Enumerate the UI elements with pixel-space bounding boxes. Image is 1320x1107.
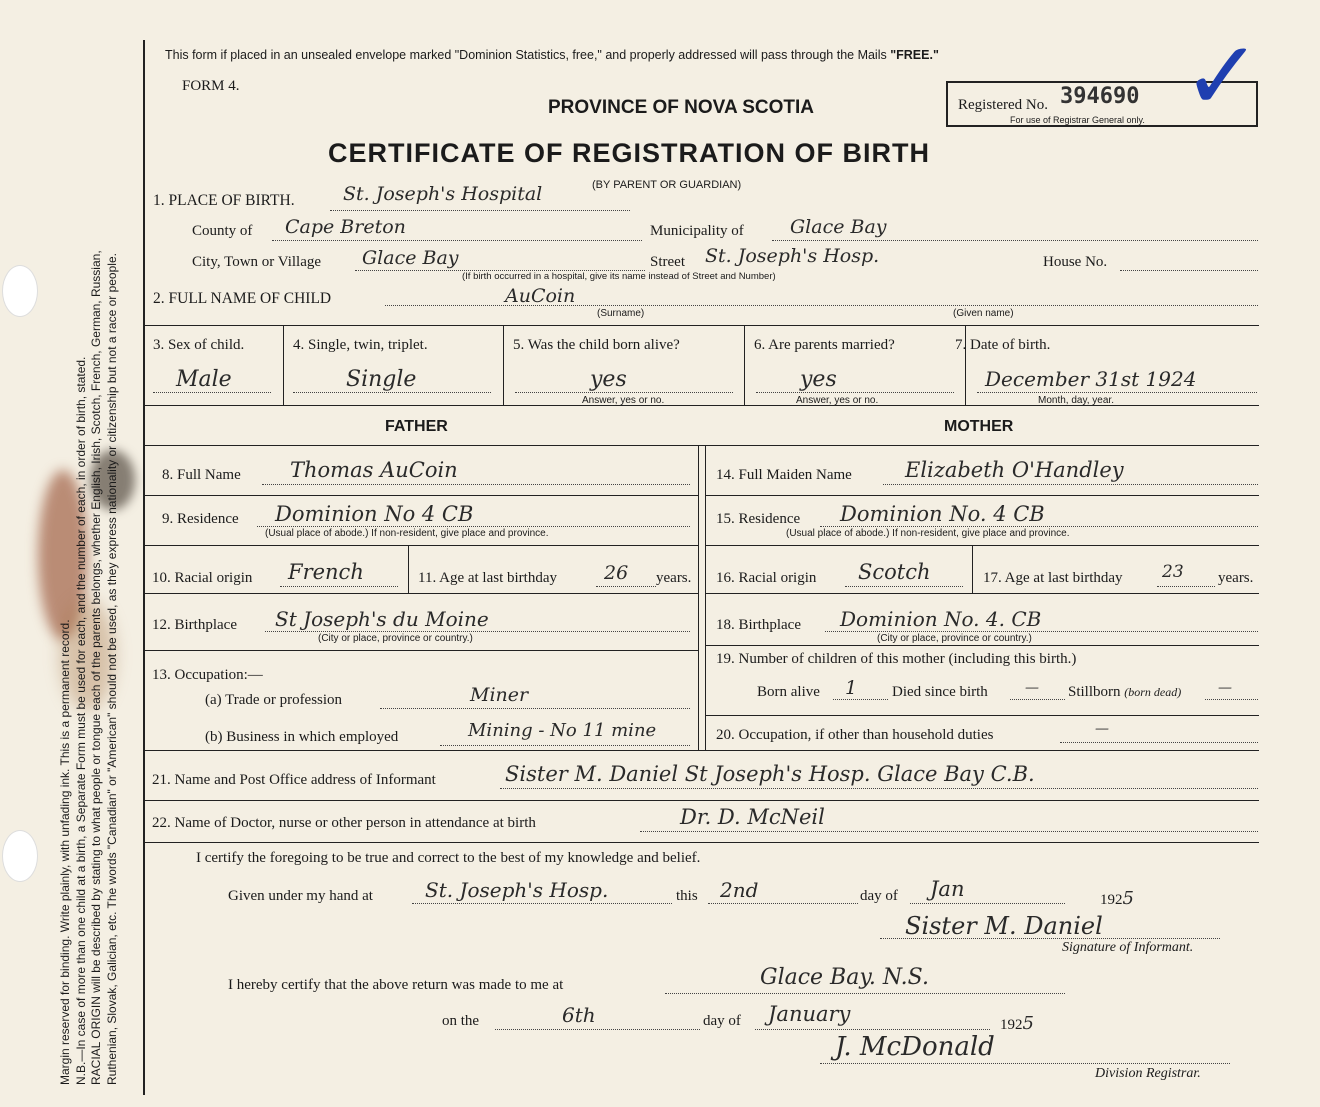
date-of-birth-value: December 31st 1924 [985, 367, 1197, 391]
father-birthplace-label: 12. Birthplace [152, 617, 237, 633]
informant-label: 21. Name and Post Office address of Informant [152, 772, 436, 788]
father-heading: FATHER [385, 418, 448, 435]
informant-line [500, 788, 1258, 789]
sex-value: Male [176, 367, 232, 392]
binding-hole-top [2, 265, 38, 317]
mother-name-line [883, 484, 1258, 485]
stillborn-label [1068, 684, 1181, 701]
father-occupation-label: 13. Occupation:— [152, 667, 263, 683]
divider [143, 495, 698, 496]
mother-name-value: Elizabeth O'Handley [905, 458, 1124, 482]
given-label: Given under my hand at [228, 888, 373, 904]
city-value: Glace Bay [362, 247, 459, 269]
given-month-line [910, 903, 1065, 904]
mother-residence-line [820, 526, 1258, 527]
born-alive-line [515, 392, 733, 393]
father-birthplace-caption: (City or place, province or country.) [318, 633, 473, 644]
street-note: (If birth occurred in a hospital, give its name instead of Street and Number) [462, 271, 776, 282]
divider [705, 545, 1259, 546]
street-value: St. Joseph's Hosp. [705, 245, 880, 267]
mother-age-value: 23 [1162, 562, 1184, 582]
father-age-label: 11. Age at last birthday [418, 570, 557, 586]
divider [143, 650, 698, 651]
child-surname-value: AuCoin [505, 285, 576, 307]
business-line [440, 745, 690, 746]
margin-notes [58, 35, 120, 1085]
registrar-day-value: 6th [562, 1003, 596, 1027]
given-year-suffix: 5 [1122, 888, 1134, 909]
given-day-line [708, 903, 858, 904]
date-of-birth-line [977, 392, 1257, 393]
given-place-value: St. Joseph's Hosp. [425, 878, 609, 902]
registrar-day-line [495, 1029, 700, 1030]
father-name-value: Thomas AuCoin [290, 458, 458, 482]
mother-birthplace-label: 18. Birthplace [716, 617, 801, 633]
registrar-year-prefix: 192 [1000, 1017, 1023, 1033]
mother-age-line [1157, 586, 1215, 587]
check-mark-icon: ✓ [1182, 20, 1263, 132]
registrar-year-suffix: 5 [1022, 1013, 1034, 1034]
sex-line [153, 392, 271, 393]
given-place-line [412, 903, 672, 904]
children-count-label: 19. Number of children of this mother (including this birth.) [716, 651, 1077, 667]
binding-hole-bottom [2, 830, 38, 882]
divider [408, 545, 409, 593]
registrar-statement: I hereby certify that the above return was made to me at [228, 977, 564, 993]
registrar-year [1000, 1013, 1034, 1034]
mail-notice [165, 48, 939, 62]
trade-label: (a) Trade or profession [205, 692, 343, 708]
margin-line: Ruthenian, Slovak, Galician, etc. The words "Canadian" or "American" should not be used, as they express nationality or citizenship but not a race or people. [104, 253, 119, 1085]
margin-line: RACIAL ORIGIN will be described by stating to what people or tongue each of the parents belongs, whether English, Irish, Scotch, French, German, Russian, [89, 250, 103, 1085]
born-alive-value: yes [590, 367, 627, 392]
born-alive-count-value: 1 [845, 677, 858, 699]
registrar-month-line [755, 1029, 990, 1030]
father-residence-value: Dominion No 4 CB [275, 502, 474, 526]
county-value: Cape Breton [285, 216, 406, 238]
died-since-birth-value: — [1025, 680, 1039, 696]
surname-caption: (Surname) [597, 308, 645, 319]
born-alive-count-line [833, 699, 888, 700]
province-title: PROVINCE OF NOVA SCOTIA [548, 97, 815, 118]
municipality-label: Municipality of [650, 223, 744, 239]
county-label: County of [192, 223, 253, 239]
division-registrar-caption: Division Registrar. [1095, 1066, 1201, 1081]
died-since-birth-line [1010, 699, 1065, 700]
father-birthplace-line [265, 631, 690, 632]
plurality-line [293, 392, 491, 393]
date-of-birth-caption: Month, day, year. [1038, 395, 1114, 406]
place-of-birth-label: 1. PLACE OF BIRTH. [153, 192, 295, 209]
registrar-signature: J. McDonald [835, 1032, 995, 1062]
born-alive-caption: Answer, yes or no. [582, 395, 665, 406]
mother-residence-label: 15. Residence [716, 511, 801, 527]
divider [744, 325, 745, 405]
plurality-label: 4. Single, twin, triplet. [293, 337, 428, 353]
divider [705, 715, 1259, 716]
divider [143, 842, 1259, 843]
child-name-line [385, 305, 1258, 306]
doctor-label: 22. Name of Doctor, nurse or other person in attendance at birth [152, 815, 536, 831]
mother-age-label: 17. Age at last birthday [983, 570, 1123, 586]
given-year-prefix: 192 [1100, 892, 1123, 908]
stillborn-note: (born dead) [1124, 685, 1182, 699]
divider [143, 445, 1259, 446]
father-residence-label: 9. Residence [162, 511, 239, 527]
father-racial-line [280, 586, 398, 587]
given-year [1100, 888, 1134, 909]
given-day-value: 2nd [720, 878, 759, 902]
parents-married-value: yes [800, 367, 837, 392]
father-residence-caption: (Usual place of abode.) If non-resident, give place and province. [265, 528, 549, 539]
trade-line [380, 708, 690, 709]
informant-signature-line [880, 938, 1220, 939]
municipality-line [772, 240, 1258, 241]
house-number-label: House No. [1043, 254, 1108, 270]
margin-line: Margin reserved for binding. Write plainly, with unfading ink. This is a permanent record. [58, 619, 72, 1085]
on-the-label: on the [442, 1013, 480, 1029]
certificate-title: CERTIFICATE OF REGISTRATION OF BIRTH [328, 138, 930, 168]
registrar-month-value: January [768, 1002, 851, 1026]
certificate-subtitle: (BY PARENT OR GUARDIAN) [592, 179, 742, 191]
place-of-birth-line [330, 210, 630, 211]
business-value: Mining - No 11 mine [468, 720, 657, 741]
certify-statement: I certify the foregoing to be true and correct to the best of my knowledge and belief. [196, 850, 701, 866]
mother-residence-caption: (Usual place of abode.) If non-resident, give place and province. [786, 528, 1070, 539]
father-name-line [262, 484, 690, 485]
divider [143, 545, 698, 546]
plurality-value: Single [346, 367, 417, 392]
divider [143, 325, 1259, 326]
mother-occupation-line [1060, 742, 1258, 743]
died-since-birth-label: Died since birth [892, 684, 988, 700]
divider [283, 325, 284, 405]
place-of-birth-value: St. Joseph's Hospital [343, 183, 543, 205]
divider [705, 593, 1259, 594]
registrar-place-line [665, 993, 1065, 994]
trade-value: Miner [470, 684, 529, 706]
mother-racial-label: 16. Racial origin [716, 570, 817, 586]
mother-racial-value: Scotch [858, 560, 931, 584]
mail-notice-free: "FREE." [890, 48, 939, 62]
parents-married-caption: Answer, yes or no. [796, 395, 879, 406]
divider [143, 405, 1259, 406]
municipality-value: Glace Bay [790, 216, 887, 238]
born-alive-count-label: Born alive [757, 684, 820, 700]
registrar-day-of-label: day of [703, 1013, 741, 1029]
sex-label: 3. Sex of child. [153, 337, 245, 353]
doctor-value: Dr. D. McNeil [680, 805, 825, 829]
date-of-birth-label: 7. Date of birth. [955, 337, 1051, 353]
divider [143, 593, 698, 594]
divider [143, 800, 1259, 801]
registrar-place-value: Glace Bay. N.S. [760, 965, 929, 990]
frame-left-border [143, 40, 145, 1095]
child-name-label: 2. FULL NAME OF CHILD [153, 290, 332, 307]
registered-label: Registered No. [958, 97, 1048, 113]
mail-notice-text: This form if placed in an unsealed envelope marked "Dominion Statistics, free," and properly addressed will pass through the Mails [165, 48, 891, 62]
doctor-line [640, 831, 1258, 832]
given-month-value: Jan [930, 877, 965, 901]
registered-number: 394690 [1060, 84, 1140, 109]
center-divider [698, 445, 699, 750]
mother-heading: MOTHER [944, 418, 1014, 435]
mother-racial-line [845, 586, 963, 587]
stillborn-value: — [1218, 680, 1232, 696]
mother-birthplace-line [825, 631, 1258, 632]
father-racial-value: French [288, 560, 364, 584]
street-label: Street [650, 254, 685, 270]
mother-occupation-label: 20. Occupation, if other than household duties [716, 727, 994, 743]
mother-age-unit: years. [1218, 570, 1254, 586]
stillborn-line [1205, 699, 1258, 700]
center-divider [705, 445, 706, 750]
given-day-of-label: day of [860, 888, 898, 904]
parents-married-line [756, 392, 954, 393]
registrar-note: For use of Registrar General only. [1010, 115, 1145, 125]
divider [143, 750, 1259, 751]
divider [705, 645, 1259, 646]
parents-married-label: 6. Are parents married? [754, 337, 895, 353]
given-name-caption: (Given name) [953, 308, 1014, 319]
informant-value: Sister M. Daniel St Joseph's Hosp. Glace Bay C.B. [505, 762, 1035, 786]
mother-birthplace-caption: (City or place, province or country.) [877, 633, 1032, 644]
mother-name-label: 14. Full Maiden Name [716, 467, 852, 483]
father-age-line [596, 586, 656, 587]
born-alive-label: 5. Was the child born alive? [513, 337, 680, 353]
city-label: City, Town or Village [192, 254, 322, 270]
informant-signature: Sister M. Daniel [905, 912, 1103, 940]
mother-occupation-value: — [1095, 721, 1109, 737]
divider [972, 545, 973, 593]
divider [503, 325, 504, 405]
county-line [272, 240, 642, 241]
mother-residence-value: Dominion No. 4 CB [840, 502, 1045, 526]
business-label: (b) Business in which employed [205, 729, 399, 745]
stillborn-text: Stillborn [1068, 684, 1121, 700]
father-birthplace-value: St Joseph's du Moine [275, 607, 489, 631]
father-residence-line [257, 526, 690, 527]
form-number: FORM 4. [182, 78, 240, 94]
registrar-signature-line [820, 1063, 1230, 1064]
father-age-unit: years. [656, 570, 692, 586]
house-number-line [1120, 270, 1258, 271]
father-name-label: 8. Full Name [162, 467, 241, 483]
margin-line: N.B.—In case of more than one child at a birth, a Separate Form must be used for each, and the number of each, in order of birth, stated. [73, 356, 88, 1085]
divider [705, 495, 1259, 496]
father-racial-label: 10. Racial origin [152, 570, 253, 586]
father-age-value: 26 [604, 562, 629, 584]
mother-birthplace-value: Dominion No. 4. CB [840, 607, 1042, 631]
this-label: this [676, 888, 698, 904]
informant-signature-caption: Signature of Informant. [1062, 940, 1194, 955]
